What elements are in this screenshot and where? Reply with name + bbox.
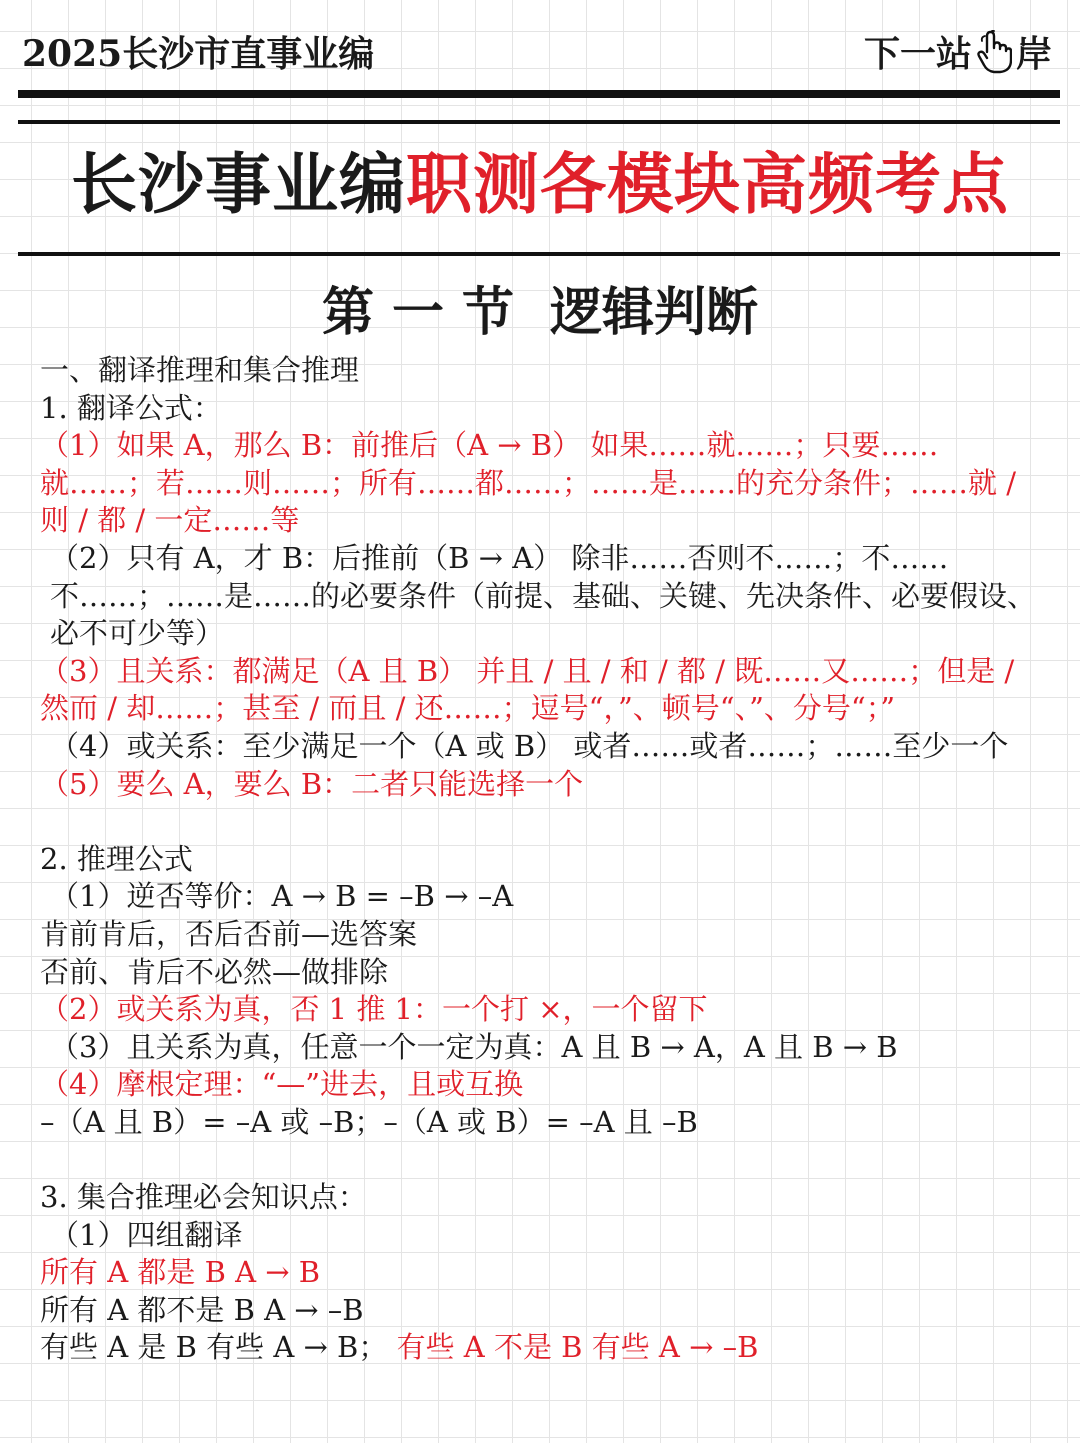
inference-item-2: （2）或关系为真，否 1 推 1：一个打 ×，一个留下 (40, 992, 708, 1027)
section-title (0, 270, 1080, 345)
subheading-inference-formula: 2. 推理公式 (40, 841, 193, 876)
section-number: 第一节 (321, 282, 532, 343)
page-title (0, 145, 1080, 223)
pointing-hand-icon (976, 30, 1012, 74)
set-item-1: （1）四组翻译 (50, 1217, 243, 1252)
header-divider-thick (18, 90, 1060, 98)
header-slogan-after: 岸 (1015, 33, 1052, 75)
inference-item-4-formula: –（A 且 B）= –A 或 –B；–（A 或 B）= –A 且 –B (40, 1104, 698, 1139)
header-divider-thin (18, 120, 1060, 124)
content-body (40, 352, 1048, 1367)
inference-item-1-note-b: 否前、肯后不必然—做排除 (40, 954, 389, 989)
page-title-black: 长沙事业编 (71, 145, 406, 223)
inference-item-1-note-a: 肯前肯后，否后否前—选答案 (40, 916, 418, 951)
inference-item-1: （1）逆否等价：A → B = –B → –A (50, 879, 514, 914)
page-title-red: 职测各模块高频考点 (406, 145, 1009, 223)
rule-item-2: （2）只有 A，才 B：后推前（B → A） 除非……否则不……；不……不……；……是……的必要条件（前提、基础、关键、先决条件、必要假设、必不可少等） (50, 540, 1037, 651)
set-translation-all-are-not: 所有 A 都不是 B A → –B (40, 1292, 364, 1327)
heading-level1: 一、翻译推理和集合推理 (40, 353, 360, 387)
inference-item-3: （3）且关系为真，任意一个一定为真：A 且 B → A，A 且 B → B (50, 1029, 898, 1064)
set-translation-some-are-not: 有些 A 不是 B 有些 A → –B (396, 1330, 759, 1365)
header-slogan (864, 26, 1052, 77)
rule-item-1: （1）如果 A，那么 B：前推后（A → B） 如果……就……；只要……就……；若……则……；所有……都……；……是……的充分条件；……就 / 则 / 都 / 一定……等 (40, 428, 1016, 538)
rule-item-3: （3）且关系：都满足（A 且 B） 并且 / 且 / 和 / 都 / 既……又……；但是 / 然而 / 却……；甚至 / 而且 / 还……；逗号“，”、顿号“、”、分号“；” (40, 653, 1015, 726)
set-translation-some (40, 1329, 1048, 1367)
subheading-translation-formula: 1. 翻译公式： (40, 390, 222, 425)
rule-item-5: （5）要么 A，要么 B：二者只能选择一个 (40, 766, 584, 801)
header-series-title: 2025长沙市直事业编 (22, 33, 375, 75)
section-name: 逻辑判断 (550, 282, 759, 343)
set-translation-some-are: 有些 A 是 B 有些 A → B； (40, 1330, 388, 1365)
set-translation-all-are: 所有 A 都是 B A → B (40, 1255, 321, 1290)
title-divider (18, 252, 1060, 256)
rule-item-4: （4）或关系：至少满足一个（A 或 B） 或者……或者……；……至少一个 (50, 728, 1009, 763)
subheading-set-inference: 3. 集合推理必会知识点： (40, 1180, 367, 1215)
header-slogan-before: 下一站 (863, 33, 972, 75)
inference-item-4: （4）摩根定理：“—”进去，且或互换 (40, 1067, 524, 1102)
